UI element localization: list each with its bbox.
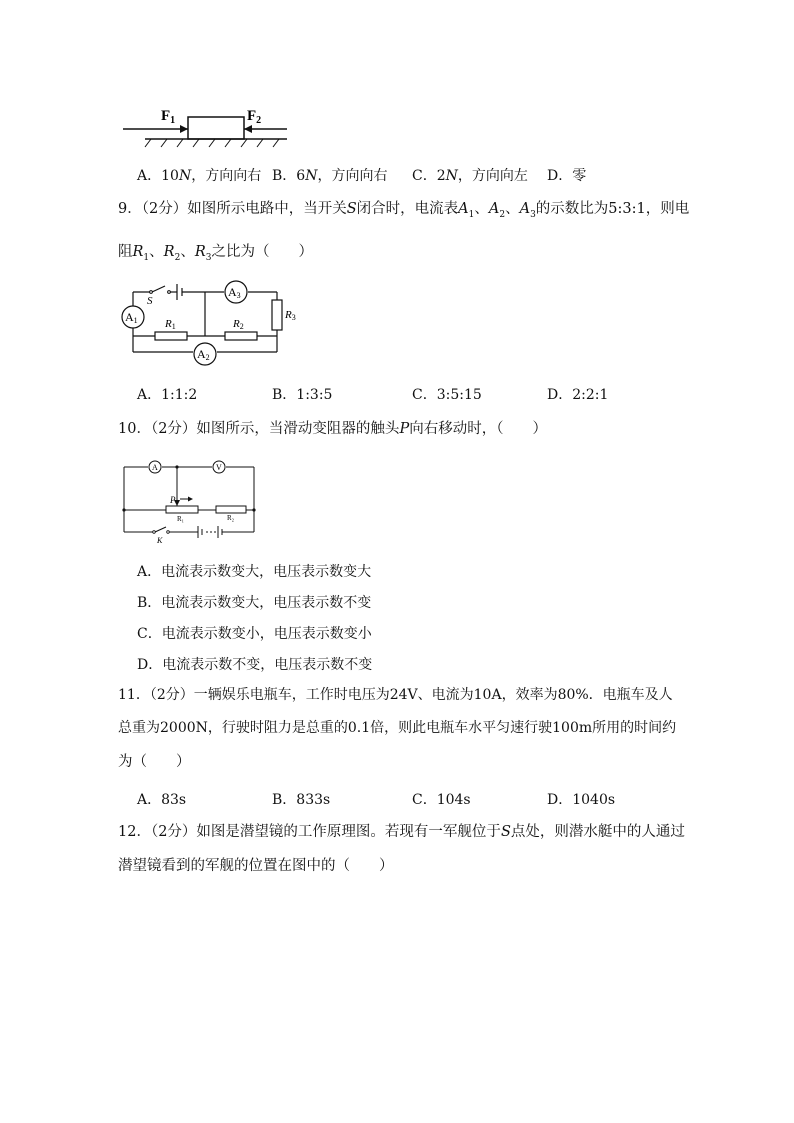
q11-stem-line3: 为（ ） [118, 754, 191, 770]
q11-option-a: A．83s [137, 792, 187, 808]
q11-stem-line2: 总重为2000N，行驶时阻力是总重的0.1倍，则此电瓶车水平匀速行驶100m所用的时间约 [118, 720, 677, 736]
q10-option-b: B．电流表示数变大，电压表示数不变 [137, 595, 372, 611]
q8-option-a: A．10N，方向向右 [137, 168, 262, 184]
q11-option-c: C．104s [412, 792, 471, 808]
q10-option-c: C．电流表示数变小，电压表示数变小 [137, 626, 372, 642]
q11-option-b: B．833s [272, 792, 331, 808]
resistor-r2-label: R₂ [227, 514, 235, 522]
resistor-r3-label: R3 [285, 309, 296, 322]
meter-a3-label: A3 [228, 285, 241, 300]
q8-option-b: B．6N，方向向右 [272, 168, 388, 184]
q11-stem-line1: 11．（2分）一辆娱乐电瓶车，工作时电压为24V、电流为10A，效率为80%．电瓶车及人 [118, 687, 673, 703]
voltmeter-label: V [216, 463, 222, 472]
force-label-f2: $F_2$ [247, 108, 262, 126]
q8-option-c: C．2N，方向向左 [412, 168, 528, 184]
label-s: S [147, 295, 153, 307]
circuit-diagram-q10 [118, 456, 263, 546]
ammeter-label: A [152, 463, 158, 472]
q12-stem-line2: 潜望镜看到的军舰的位置在图中的（ ） [118, 858, 394, 874]
circuit-diagram-q9 [115, 280, 305, 370]
q10-option-d: D．电流表示数不变，电压表示数不变 [137, 657, 373, 673]
q10-option-a: A．电流表示数变大，电压表示数变大 [137, 564, 372, 580]
resistor-r1-label: R1 [165, 318, 176, 331]
force-diagram [115, 104, 295, 150]
q9-stem-line2: 阻$R_1$、$R_2$、$R_3$之比为（ ） [118, 244, 313, 263]
q10-stem: 10．（2分）如图所示，当滑动变阻器的触头P向右移动时，（ ） [118, 421, 547, 437]
force-label-f1: $F_1$ [161, 108, 176, 126]
resistor-r2-label: R2 [233, 318, 244, 331]
meter-a2-label: A2 [197, 347, 210, 362]
switch-k-label: K [157, 536, 163, 545]
q9-stem-line1: 9．（2分）如图所示电路中，当开关S闭合时，电流表$A_1$、$A_2$、$A_3$的示数比为5:3:1，则电 [118, 201, 690, 220]
q12-stem-line1: 12．（2分）如图是潜望镜的工作原理图。若现有一军舰位于S点处，则潜水艇中的人通过 [118, 824, 685, 840]
q9-option-b: B．1:3:5 [272, 387, 333, 403]
q11-option-d: D．1040s [547, 792, 616, 808]
meter-a1-label: A1 [125, 310, 138, 325]
slider-p-label: P [170, 495, 176, 505]
q9-option-c: C．3:5:15 [412, 387, 482, 403]
rheostat-r1-label: R₁ [177, 515, 185, 523]
q8-option-d: D．零 [547, 168, 587, 184]
q9-option-d: D．2:2:1 [547, 387, 609, 403]
q9-option-a: A．1:1:2 [137, 387, 198, 403]
